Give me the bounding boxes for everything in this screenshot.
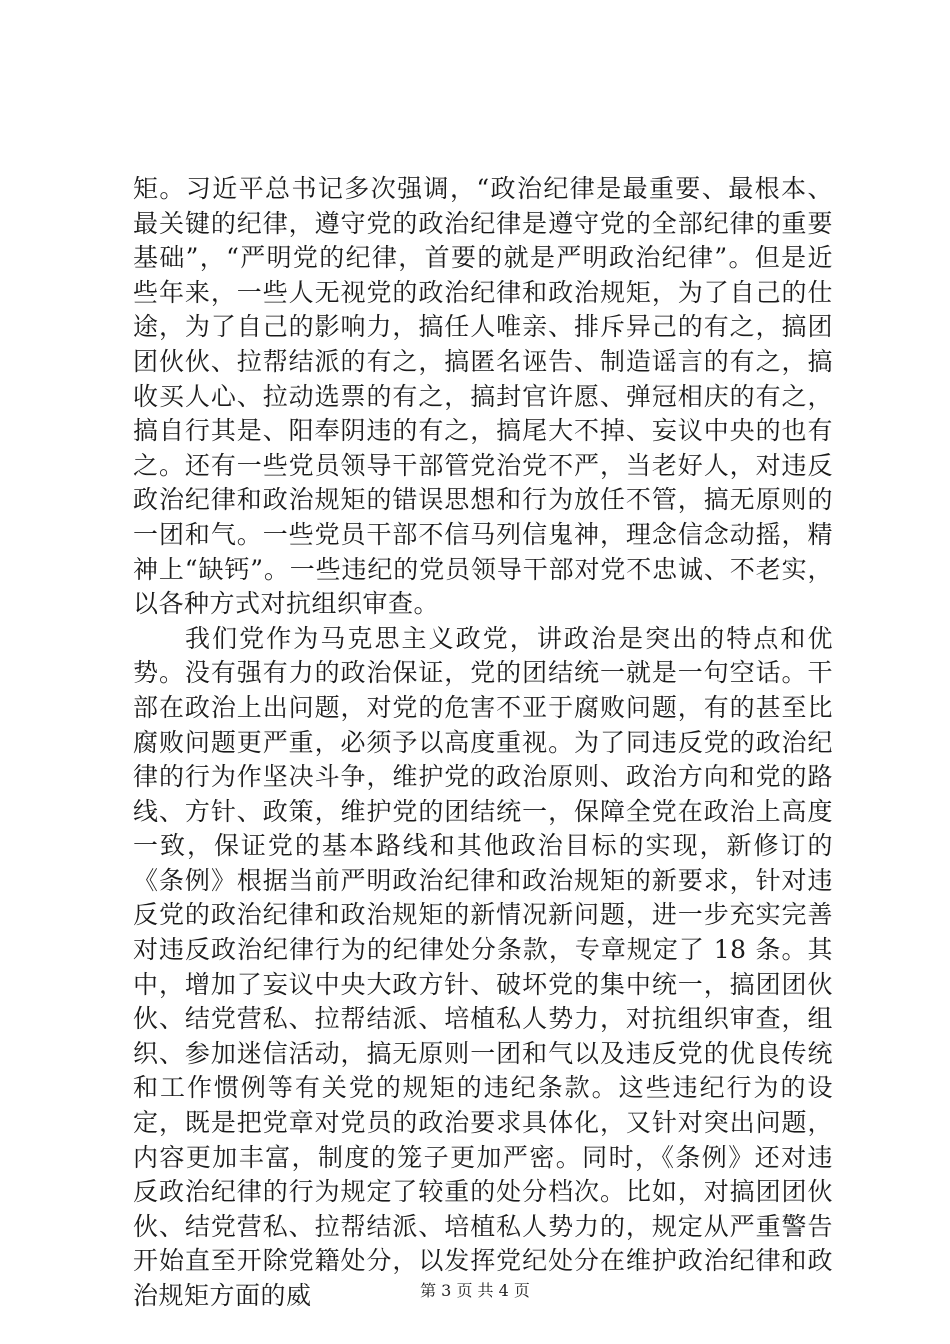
page-footer: 第 3 页 共 4 页 xyxy=(420,1281,530,1300)
paragraph-2: 我们党作为马克思主义政党，讲政治是突出的特点和优势。没有强有力的政治保证，党的团结统一就是一句空话。干部在政治上出问题，对党的危害不亚于腐败问题，有的甚至比腐败问题更严重，必须予以高度重视。为了同违反党的政治纪律的行为作坚决斗争，维护党的政治原则、政治方向和党的路线、方针、政策，维护党的团结统一，保障全党在政治上高度一致，保证党的基本路线和其他政治目标的实现，新修订的《条例》根据当前严明政治纪律和政治规矩的新要求，针对违反党的政治纪律和政治规矩的新情况新问题，进一步充实完善对违反政治纪律行为的纪律处分条款，专章规定了 18 条。其中，增加了妄议中央大政方针、破坏党的集中统一，搞团团伙伙、结党营私、拉帮结派、培植私人势力，对抗组织审查，组织、参加迷信活动，搞无原则一团和气以及违反党的优良传统和工作惯例等有关党的规矩的违纪条款。这些违纪行为的设定，既是把党章对党员的政治要求具体化，又针对突出问题，内容更加丰富，制度的笼子更加严密。同时，《条例》还对违反政治纪律的行为规定了较重的处分档次。比如，对搞团团伙伙、结党营私、拉帮结派、培植私人势力的，规定从严重警告开始直至开除党籍处分，以发挥党纪处分在维护政治纪律和政治规矩方面的威 xyxy=(133,623,833,1310)
paragraph-1: 矩。习近平总书记多次强调，“政治纪律是最重要、最根本、最关键的纪律，遵守党的政治纪律是遵守党的全部纪律的重要基础”，“严明党的纪律，首要的就是严明政治纪律”。但是近些年来，一些人无视党的政治纪律和政治规矩，为了自己的仕途，为了自己的影响力，搞任人唯亲、排斥异己的有之，搞团团伙伙、拉帮结派的有之，搞匿名诬告、制造谣言的有之，搞收买人心、拉动选票的有之，搞封官许愿、弹冠相庆的有之，搞自行其是、阳奉阴违的有之，搞尾大不掉、妄议中央的也有之。还有一些党员领导干部管党治党不严，当老好人，对违反政治纪律和政治规矩的错误思想和行为放任不管，搞无原则的一团和气。一些党员干部不信马列信鬼神，理念信念动摇，精神上“缺钙”。一些违纪的党员领导干部对党不忠诚、不老实，以各种方式对抗组织审查。 xyxy=(133,174,833,619)
document-body xyxy=(133,172,833,1314)
